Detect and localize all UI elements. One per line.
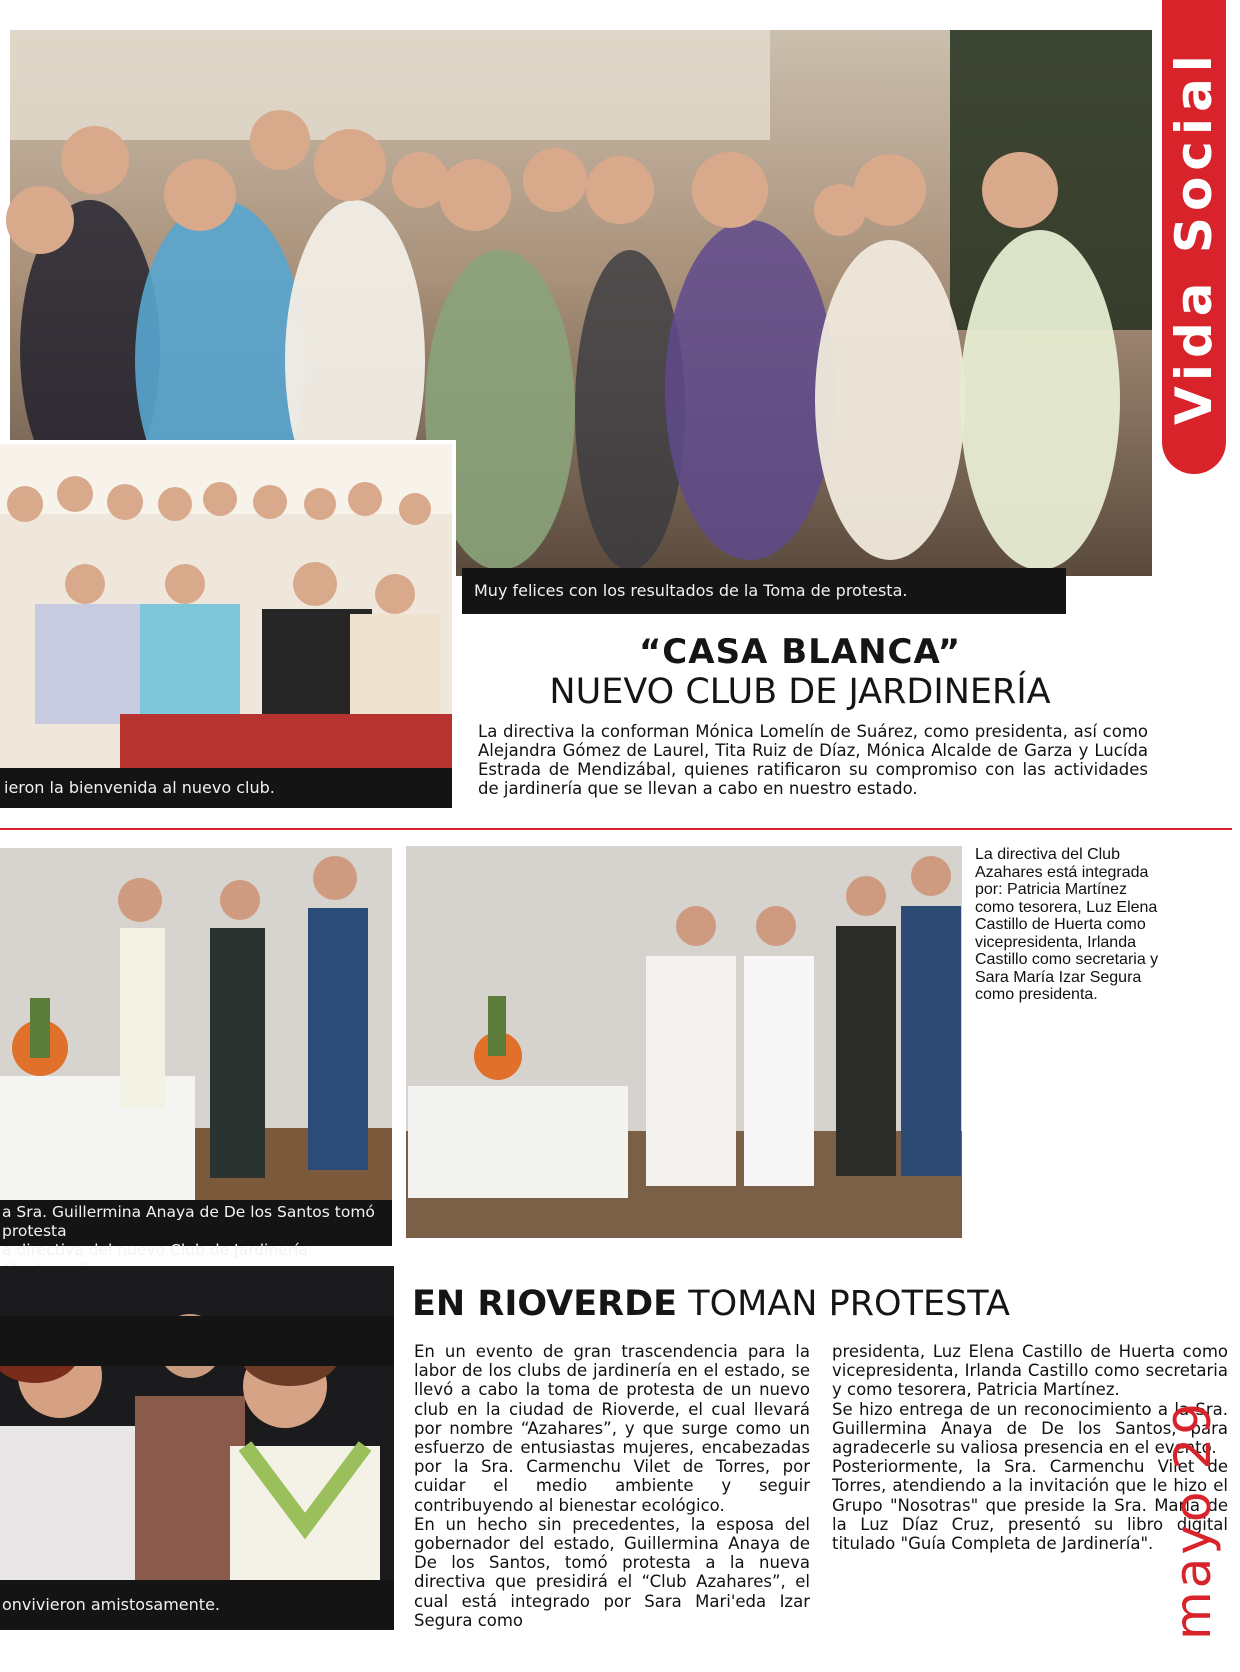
title-rest: TOMAN PROTESTA: [677, 1284, 1010, 1324]
photo-caption: [462, 568, 1066, 614]
section-label: Vida Social: [1165, 49, 1223, 425]
article2-title: [412, 1284, 1132, 1324]
photo-caption: [0, 1200, 392, 1259]
caption-text: onvivieron amistosamente.: [2, 1595, 220, 1614]
title-bold: EN RIOVERDE: [412, 1284, 678, 1324]
photo-caption: [0, 768, 452, 808]
photo-caption: [0, 1316, 394, 1366]
article-body: La directiva la conforman Mónica Lomelín de Suárez, como presidenta, así como Alejandra Gómez de Laurel, Tita Ruiz de Díaz, Mónica Alcalde de Garza y Lucída Estrada de Mendizábal, quienes ratificaron su compromiso con las actividades de jardinería que se llevan a cabo en nuestro estado.: [478, 722, 1148, 798]
photo-directiva-azahares: [406, 846, 962, 1238]
event-photo-image: [406, 846, 962, 1238]
article-title-line1: “CASA BLANCA”: [638, 632, 962, 672]
section-tab: [1162, 0, 1226, 474]
section-divider: [0, 828, 1232, 830]
paragraph: En un hecho sin precedentes, la esposa del gobernador del estado, Guillermina Anaya de De los Santos, tomó protesta a la nueva directiva que presidirá el “Club Azahares”, el cual está integrado por Sara Mari'eda Izar Segura como: [414, 1514, 810, 1630]
caption-text: Muy felices con los resultados de la Toma de protesta.: [474, 581, 908, 600]
photo-caption: [0, 1580, 394, 1630]
caption-line: a Sra. Guillermina Anaya de De los Santos tomó protesta: [2, 1203, 375, 1240]
paragraph: Posteriormente, la Sra. Carmenchu Vilet de Torres, atendiendo a la invitación que le hizo el Grupo "Nosotras" que preside la Sra. María de la Luz Díaz Cruz, presentó su libro digital titulado "Guía Completa de Jardinería".: [832, 1457, 1228, 1554]
caption-line: a directiva del nuevo Club de Jardinería: [2, 1241, 308, 1259]
issue-page-label: [1165, 1380, 1221, 1660]
caption-text: ieron la bienvenida al nuevo club.: [4, 778, 275, 797]
event-photo-image: [0, 848, 392, 1200]
photo-side-caption: La directiva del Club Azahares está integrada por: Patricia Martínez como tesorera, Luz Elena Castillo de Huerta como vicepresidenta, Irlanda Castillo como secretaria y Sara María Izar Segura como presidenta.: [975, 846, 1159, 1003]
photo-bienvenida: [0, 440, 456, 808]
paragraph: presidenta, Luz Elena Castillo de Huerta como vicepresidenta, Irlanda Castillo como secretaria y como tesorera, Patricia Martínez.: [832, 1342, 1228, 1400]
article-title-line2: NUEVO CLUB DE JARDINERÍA: [549, 672, 1051, 712]
paragraph: Se hizo entrega de un reconocimiento a la Sra. Guillermina Anaya de De los Santos, para agradecerle su valiosa presencia en el evento.: [832, 1399, 1228, 1458]
article2-column-1: [414, 1342, 810, 1630]
social-photo-image: [0, 1266, 394, 1580]
paragraph: En un evento de gran trascendencia para la labor de los clubs de jardinería en el estado, se llevó a cabo la toma de protesta de un nuevo club en la ciudad de Rioverde, el cual llevará por nombre “Azahares”, y que surge como un esfuerzo de entusiastas mujeres, encabezadas por la Sra. Carmenchu Vilet de Torres, por cuidar el medio ambiente y seguir contribuyendo al bienestar ecológico.: [414, 1342, 810, 1515]
issue-text: mayo 29: [1164, 1399, 1222, 1641]
group-photo-image: [0, 444, 452, 768]
photo-toma-protesta-azahares: [0, 848, 392, 1259]
